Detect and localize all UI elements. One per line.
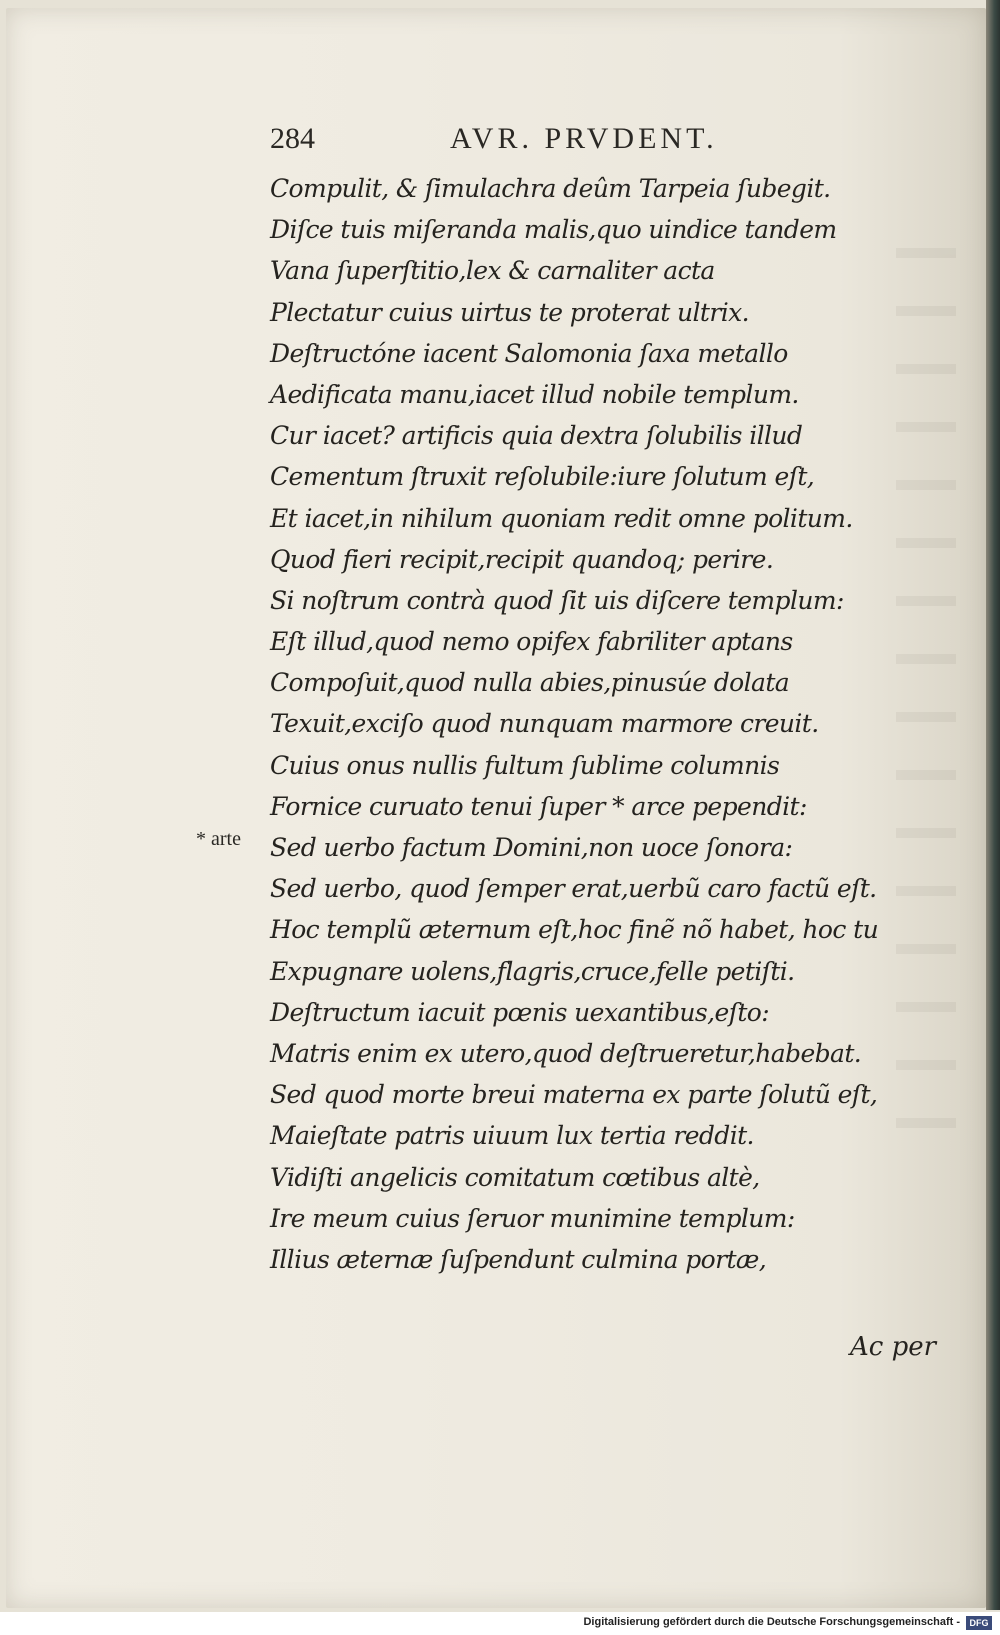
page-header bbox=[270, 122, 830, 166]
verse-line: Deſtructóne iacent Salomonia ſaxa metallo bbox=[270, 338, 788, 368]
verse-line: Compoſuit,quod nulla abies,pinusúe dolata bbox=[270, 668, 790, 698]
funding-credit: Digitalisierung gefördert durch die Deutsche Forschungsgemeinschaft - bbox=[583, 1616, 960, 1628]
verse-line: Deſtructum iacuit pœnis uexantibus,eſto: bbox=[270, 997, 770, 1027]
verse-line: Hoc templũ æternum eſt,hoc finẽ nõ habet, hoc tu bbox=[270, 915, 879, 945]
verse-line: Sed quod morte breui materna ex parte ſolutũ eſt, bbox=[270, 1080, 878, 1110]
marginal-note: * arte bbox=[196, 828, 241, 850]
verse-line: Vidiſti angelicis comitatum cœtibus altè, bbox=[270, 1162, 760, 1192]
verse-line: Fornice curuato tenui ſuper * arce pependit: bbox=[270, 791, 807, 821]
catchword: Ac per bbox=[850, 1332, 937, 1362]
verse-line: Aedificata manu,iacet illud nobile templum. bbox=[270, 379, 799, 409]
verse-line: Expugnare uolens,flagris,cruce,felle petiſti. bbox=[270, 956, 795, 986]
verse-line: Cuius onus nullis fultum ſublime columnis bbox=[270, 750, 780, 780]
verse-line: Et iacet,in nihilum quoniam redit omne politum. bbox=[270, 503, 853, 533]
digitization-footer bbox=[0, 1612, 1000, 1635]
verse-line: Si noſtrum contrà quod ſit uis diſcere templum: bbox=[270, 585, 844, 615]
verse-line: Cementum ſtruxit reſolubile:iure ſolutum eſt, bbox=[270, 462, 815, 492]
dfg-logo: DFG bbox=[966, 1616, 992, 1630]
verse-line: Cur iacet? artificis quia dextra ſolubilis illud bbox=[270, 421, 803, 451]
verse-block bbox=[270, 168, 950, 1280]
verse-line: Maieſtate patris uiuum lux tertia reddit. bbox=[270, 1121, 754, 1151]
verse-line: Compulit, & ſimulachra deûm Tarpeia ſubegit. bbox=[270, 174, 831, 203]
verse-line: Sed uerbo factum Domini,non uoce ſonora: bbox=[270, 833, 793, 862]
verse-line: Eſt illud,quod nemo opifex fabriliter aptans bbox=[270, 627, 793, 657]
verse-line: Matris enim ex utero,quod deſtrueretur,habebat. bbox=[270, 1038, 862, 1068]
verse-line: Sed uerbo, quod ſemper erat,uerbũ caro factũ eſt. bbox=[270, 874, 877, 904]
verse-line: Texuit,exciſo quod nunquam marmore creuit. bbox=[270, 709, 819, 739]
verse-line: Plectatur cuius uirtus te proterat ultrix. bbox=[270, 297, 749, 327]
book-binding-edge bbox=[986, 0, 1000, 1610]
verse-line: Diſce tuis miſeranda malis,quo uindice tandem bbox=[270, 215, 837, 245]
verse-line: Vana ſuperſtitio,lex & carnaliter acta bbox=[270, 256, 715, 286]
page-number: 284 bbox=[270, 122, 315, 155]
verse-line: Illius æternæ ſuſpendunt culmina portæ, bbox=[270, 1244, 767, 1274]
running-title: AVR. PRVDENT. bbox=[450, 122, 718, 155]
verse-line: Quod fieri recipit,recipit quandoq; perire. bbox=[270, 544, 774, 574]
verse-line: Ire meum cuius ſeruor munimine templum: bbox=[270, 1203, 795, 1233]
